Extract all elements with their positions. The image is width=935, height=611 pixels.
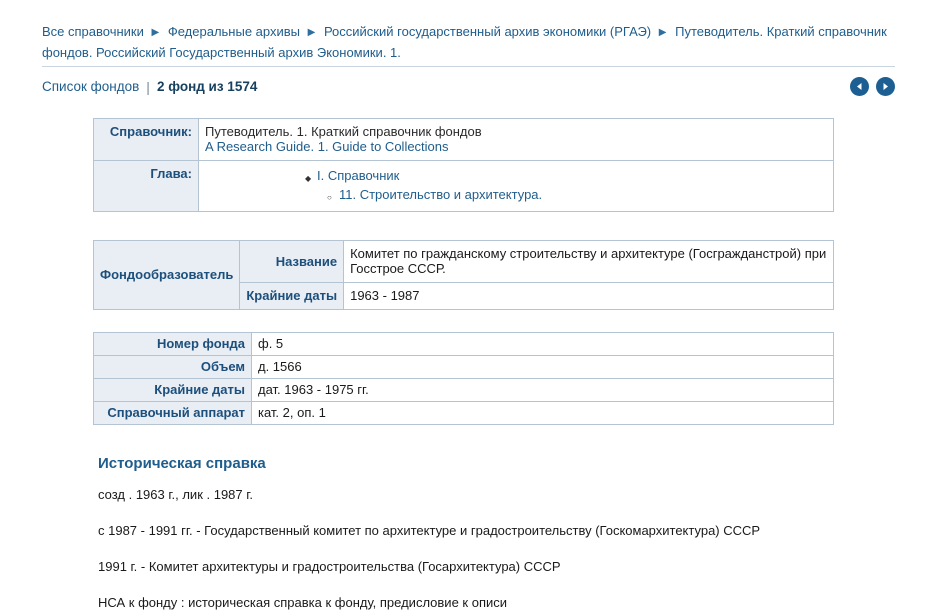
founder-name-value: Комитет по гражданскому строительству и архитектуре (Госгражданстрой) при Госстрое СССР. <box>344 241 834 283</box>
guide-title-ru: Путеводитель. 1. Краткий справочник фондов <box>205 124 482 139</box>
chapter-list <box>199 166 827 204</box>
historical-note-paragraph: 1991 г. - Комитет архитектуры и градостроительства (Госархитектура) СССР <box>98 559 561 574</box>
breadcrumb <box>0 0 935 62</box>
founder-label-cell: Фондообразователь <box>94 241 240 310</box>
historical-note-title: Историческая справка <box>98 455 266 472</box>
left-arrow-icon <box>855 82 864 91</box>
table-row <box>94 119 834 161</box>
pager-controls <box>850 77 895 96</box>
breadcrumb-separator-icon: ▶ <box>658 27 667 38</box>
founder-name-header: Название <box>240 241 344 283</box>
table-row <box>94 356 834 379</box>
table-row <box>94 379 834 402</box>
table-row <box>94 161 834 212</box>
fund-list-link[interactable]: Список фондов <box>42 79 140 94</box>
guide-label-cell: Справочник: <box>94 119 199 161</box>
fund-apparatus-header: Справочный аппарат <box>94 402 252 425</box>
fund-number-value: ф. 5 <box>252 333 834 356</box>
table-row <box>94 333 834 356</box>
fund-volume-value: д. 1566 <box>252 356 834 379</box>
founder-dates-header: Крайние даты <box>240 283 344 310</box>
breadcrumb-separator-icon: ▶ <box>151 27 160 38</box>
previous-record-button[interactable] <box>850 77 869 96</box>
next-record-button[interactable] <box>876 77 895 96</box>
fund-dates-header: Крайние даты <box>94 379 252 402</box>
historical-note-section <box>98 455 858 611</box>
guide-title-cell <box>199 119 834 161</box>
table-row <box>94 402 834 425</box>
subheader-divider: | <box>146 78 150 95</box>
chapter-link-level2[interactable]: 11. Строительство и архитектура. <box>339 187 543 202</box>
fund-apparatus-value: кат. 2, оп. 1 <box>252 402 834 425</box>
fund-dates-value: дат. 1963 - 1975 гг. <box>252 379 834 402</box>
historical-note-paragraph: НСА к фонду : историческая справка к фонду, предисловие к описи <box>98 595 508 610</box>
breadcrumb-item-rgae[interactable]: Российский государственный архив экономики (РГАЭ) <box>323 24 652 39</box>
chapter-list-cell <box>199 161 834 212</box>
breadcrumb-item-current: Путеводитель. Краткий справочник фондов. Российский Государственный архив Экономики. 1. <box>42 24 887 60</box>
historical-note-paragraph: с 1987 - 1991 гг. - Государственный комитет по архитектуре и градостроительству (Госкомархитектура) СССР <box>98 523 761 538</box>
subheader-bar <box>0 67 935 96</box>
breadcrumb-separator-icon: ▶ <box>307 27 316 38</box>
fund-number-header: Номер фонда <box>94 333 252 356</box>
chapter-label-cell: Глава: <box>94 161 199 212</box>
right-arrow-icon <box>881 82 890 91</box>
fund-volume-header: Объем <box>94 356 252 379</box>
list-item <box>199 185 827 204</box>
founder-dates-value: 1963 - 1987 <box>344 283 834 310</box>
guide-table <box>93 118 834 212</box>
historical-note-paragraph: созд . 1963 г., лик . 1987 г. <box>98 487 254 502</box>
chapter-link-level1[interactable]: I. Справочник <box>317 168 400 183</box>
list-item <box>199 166 827 185</box>
table-row <box>94 241 834 283</box>
breadcrumb-item-all-guides[interactable]: Все справочники <box>42 24 144 39</box>
guide-title-en: A Research Guide. 1. Guide to Collections <box>205 139 449 154</box>
fund-details-table <box>93 332 834 425</box>
fund-counter: 2 фонд из 1574 <box>156 79 258 94</box>
founder-table <box>93 240 834 310</box>
breadcrumb-item-federal-archives[interactable]: Федеральные архивы <box>167 24 300 39</box>
